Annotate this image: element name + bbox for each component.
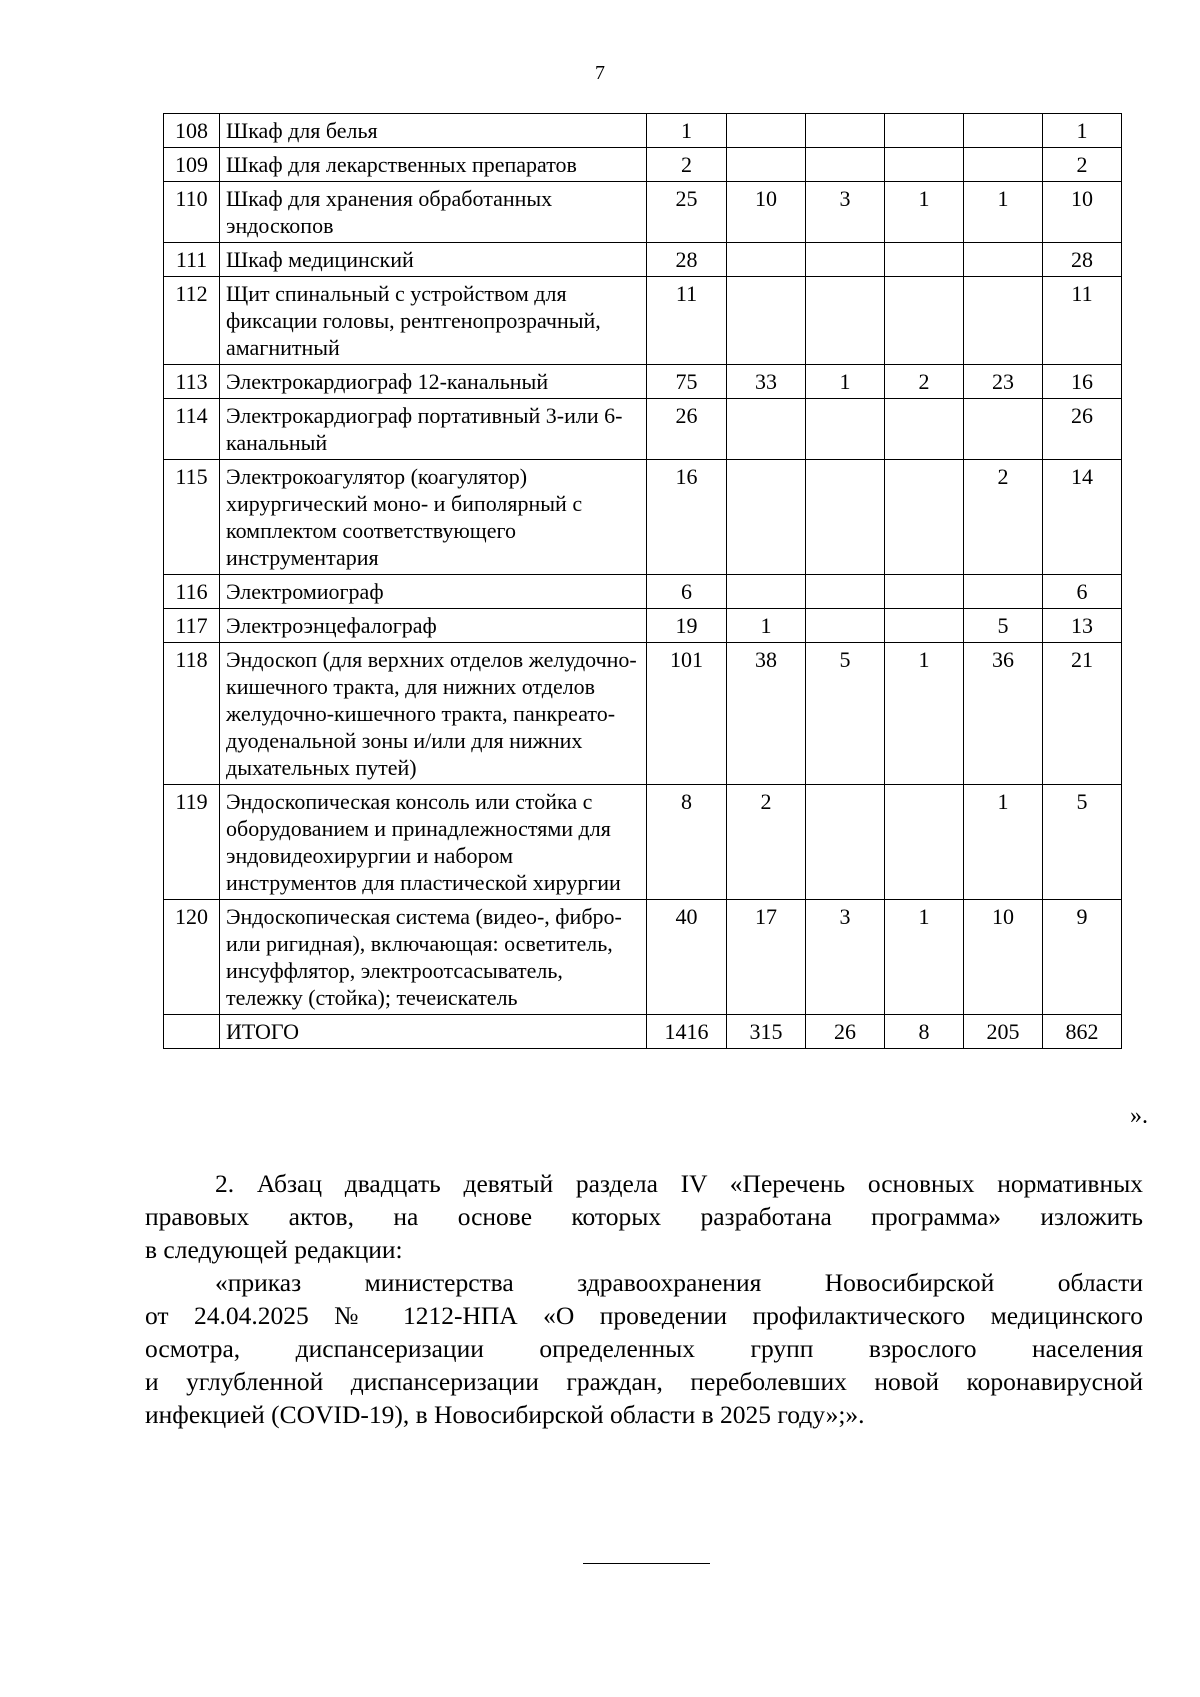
- equipment-name-cell: Шкаф для белья: [220, 114, 647, 148]
- paragraph-line: инфекцией (COVID-19), в Новосибирской области в 2025 году»;».: [145, 1400, 865, 1429]
- row-number-cell: 112: [164, 277, 220, 365]
- quantity-cell: [806, 460, 885, 575]
- quantity-cell: 6: [1043, 575, 1122, 609]
- quantity-cell: [806, 575, 885, 609]
- quantity-cell: 10: [1043, 182, 1122, 243]
- quantity-cell: 2: [1043, 148, 1122, 182]
- quantity-cell: 25: [647, 182, 727, 243]
- quantity-cell: [806, 785, 885, 900]
- quantity-cell: [885, 399, 964, 460]
- equipment-name-cell: Электрокардиограф 12-канальный: [220, 365, 647, 399]
- quantity-cell: 19: [647, 609, 727, 643]
- table-row: [164, 399, 1122, 460]
- quantity-cell: 38: [727, 643, 806, 785]
- quantity-cell: 315: [727, 1015, 806, 1049]
- quantity-cell: 14: [1043, 460, 1122, 575]
- page-number: 7: [595, 62, 605, 84]
- table-body: [164, 114, 1122, 1049]
- quantity-cell: 1: [885, 643, 964, 785]
- table-row: [164, 609, 1122, 643]
- table-row: [164, 114, 1122, 148]
- table-row: [164, 575, 1122, 609]
- quantity-cell: 3: [806, 182, 885, 243]
- quantity-cell: 26: [1043, 399, 1122, 460]
- row-number-cell: 120: [164, 900, 220, 1015]
- quantity-cell: 2: [727, 785, 806, 900]
- quantity-cell: 2: [647, 148, 727, 182]
- quantity-cell: [806, 114, 885, 148]
- equipment-name-cell: Эндоскопическая система (видео-, фибро- или ригидная), включающая: осветитель, инсуффлятор, электроотсасыватель, тележку (стойка); течеискатель: [220, 900, 647, 1015]
- equipment-name-cell: ИТОГО: [220, 1015, 647, 1049]
- quantity-cell: 8: [885, 1015, 964, 1049]
- quantity-cell: 1: [885, 900, 964, 1015]
- equipment-name-cell: Шкаф для лекарственных препаратов: [220, 148, 647, 182]
- row-number-cell: 113: [164, 365, 220, 399]
- quantity-cell: 75: [647, 365, 727, 399]
- quantity-cell: 10: [964, 900, 1043, 1015]
- row-number-cell: 119: [164, 785, 220, 900]
- table-row: [164, 243, 1122, 277]
- quantity-cell: 36: [964, 643, 1043, 785]
- table-row: [164, 182, 1122, 243]
- quantity-cell: [885, 114, 964, 148]
- quantity-cell: [806, 148, 885, 182]
- quantity-cell: 2: [964, 460, 1043, 575]
- quantity-cell: [885, 148, 964, 182]
- quantity-cell: 5: [806, 643, 885, 785]
- quantity-cell: 101: [647, 643, 727, 785]
- equipment-name-cell: Шкаф для хранения обработанных эндоскопов: [220, 182, 647, 243]
- quantity-cell: 1: [885, 182, 964, 243]
- quantity-cell: 3: [806, 900, 885, 1015]
- quantity-cell: 205: [964, 1015, 1043, 1049]
- quantity-cell: [806, 399, 885, 460]
- row-number-cell: 108: [164, 114, 220, 148]
- row-number-cell: [164, 1015, 220, 1049]
- quantity-cell: [885, 460, 964, 575]
- row-number-cell: 117: [164, 609, 220, 643]
- footer-rule: [583, 1563, 710, 1564]
- paragraph-line: «приказ министерства здравоохранения Новосибирской области: [215, 1268, 1143, 1297]
- row-number-cell: 114: [164, 399, 220, 460]
- row-number-cell: 118: [164, 643, 220, 785]
- row-number-cell: 116: [164, 575, 220, 609]
- quantity-cell: 1: [964, 182, 1043, 243]
- quantity-cell: 33: [727, 365, 806, 399]
- quantity-cell: 10: [727, 182, 806, 243]
- quantity-cell: 1: [1043, 114, 1122, 148]
- equipment-table: [163, 113, 1122, 1049]
- equipment-table-wrap: [163, 113, 1122, 1049]
- quantity-cell: 5: [964, 609, 1043, 643]
- quantity-cell: [806, 277, 885, 365]
- quantity-cell: [885, 785, 964, 900]
- paragraph-order-text: [145, 1266, 1143, 1431]
- quantity-cell: [964, 399, 1043, 460]
- quantity-cell: [964, 114, 1043, 148]
- quantity-cell: 28: [1043, 243, 1122, 277]
- row-number-cell: 115: [164, 460, 220, 575]
- quantity-cell: 1: [806, 365, 885, 399]
- quantity-cell: 1416: [647, 1015, 727, 1049]
- quantity-cell: 5: [1043, 785, 1122, 900]
- table-row: [164, 148, 1122, 182]
- equipment-name-cell: Электрокардиограф портативный 3-или 6-канальный: [220, 399, 647, 460]
- quantity-cell: 6: [647, 575, 727, 609]
- quantity-cell: 28: [647, 243, 727, 277]
- quantity-cell: [806, 243, 885, 277]
- quantity-cell: [806, 609, 885, 643]
- quantity-cell: 1: [727, 609, 806, 643]
- paragraph-line: осмотра, диспансеризации определенных групп взрослого населения: [145, 1334, 1143, 1363]
- quantity-cell: [964, 575, 1043, 609]
- paragraph-line: правовых актов, на основе которых разработана программа» изложить: [145, 1202, 1143, 1231]
- paragraph-line: и углубленной диспансеризации граждан, переболевших новой коронавирусной: [145, 1367, 1143, 1396]
- equipment-name-cell: Щит спинальный с устройством для фиксации головы, рентгенопрозрачный, амагнитный: [220, 277, 647, 365]
- quantity-cell: [885, 277, 964, 365]
- row-number-cell: 111: [164, 243, 220, 277]
- quantity-cell: [727, 243, 806, 277]
- quantity-cell: [727, 114, 806, 148]
- row-number-cell: 109: [164, 148, 220, 182]
- equipment-name-cell: Эндоскопическая консоль или стойка с оборудованием и принадлежностями для эндовидеохирургии и набором инструментов для пластической хирургии: [220, 785, 647, 900]
- quantity-cell: 16: [647, 460, 727, 575]
- quantity-cell: 40: [647, 900, 727, 1015]
- quantity-cell: [964, 243, 1043, 277]
- quantity-cell: 2: [885, 365, 964, 399]
- equipment-name-cell: Эндоскоп (для верхних отделов желудочно-кишечного тракта, для нижних отделов желудочно-кишечного тракта, панкреато-дуоденальной зоны и/или для нижних дыхательных путей): [220, 643, 647, 785]
- quantity-cell: 21: [1043, 643, 1122, 785]
- table-row: [164, 277, 1122, 365]
- paragraph-amendment: [145, 1167, 1143, 1266]
- paragraph-line: 2. Абзац двадцать девятый раздела IV «Перечень основных нормативных: [215, 1169, 1143, 1198]
- quantity-cell: [885, 575, 964, 609]
- quantity-cell: [885, 609, 964, 643]
- quantity-cell: 1: [647, 114, 727, 148]
- table-row: [164, 900, 1122, 1015]
- equipment-name-cell: Шкаф медицинский: [220, 243, 647, 277]
- table-row: [164, 460, 1122, 575]
- quantity-cell: [727, 148, 806, 182]
- quantity-cell: 17: [727, 900, 806, 1015]
- quantity-cell: [727, 399, 806, 460]
- quantity-cell: [727, 575, 806, 609]
- quantity-cell: [727, 460, 806, 575]
- paragraph-line: в следующей редакции:: [145, 1235, 403, 1264]
- quantity-cell: [964, 148, 1043, 182]
- quantity-cell: 11: [1043, 277, 1122, 365]
- quantity-cell: 26: [806, 1015, 885, 1049]
- quantity-cell: 16: [1043, 365, 1122, 399]
- quantity-cell: 26: [647, 399, 727, 460]
- quantity-cell: 9: [1043, 900, 1122, 1015]
- closing-quote: ».: [1130, 1103, 1148, 1129]
- quantity-cell: 862: [1043, 1015, 1122, 1049]
- quantity-cell: [964, 277, 1043, 365]
- equipment-name-cell: Электроэнцефалограф: [220, 609, 647, 643]
- equipment-name-cell: Электрокоагулятор (коагулятор) хирургический моно- и биполярный с комплектом соответствующего инструментария: [220, 460, 647, 575]
- paragraph-line: от 24.04.2025 № 1212-НПА «О проведении профилактического медицинского: [145, 1301, 1143, 1330]
- quantity-cell: [885, 243, 964, 277]
- quantity-cell: 11: [647, 277, 727, 365]
- quantity-cell: 13: [1043, 609, 1122, 643]
- quantity-cell: 1: [964, 785, 1043, 900]
- row-number-cell: 110: [164, 182, 220, 243]
- table-row: [164, 1015, 1122, 1049]
- quantity-cell: [727, 277, 806, 365]
- quantity-cell: 23: [964, 365, 1043, 399]
- table-row: [164, 365, 1122, 399]
- table-row: [164, 785, 1122, 900]
- quantity-cell: 8: [647, 785, 727, 900]
- table-row: [164, 643, 1122, 785]
- equipment-name-cell: Электромиограф: [220, 575, 647, 609]
